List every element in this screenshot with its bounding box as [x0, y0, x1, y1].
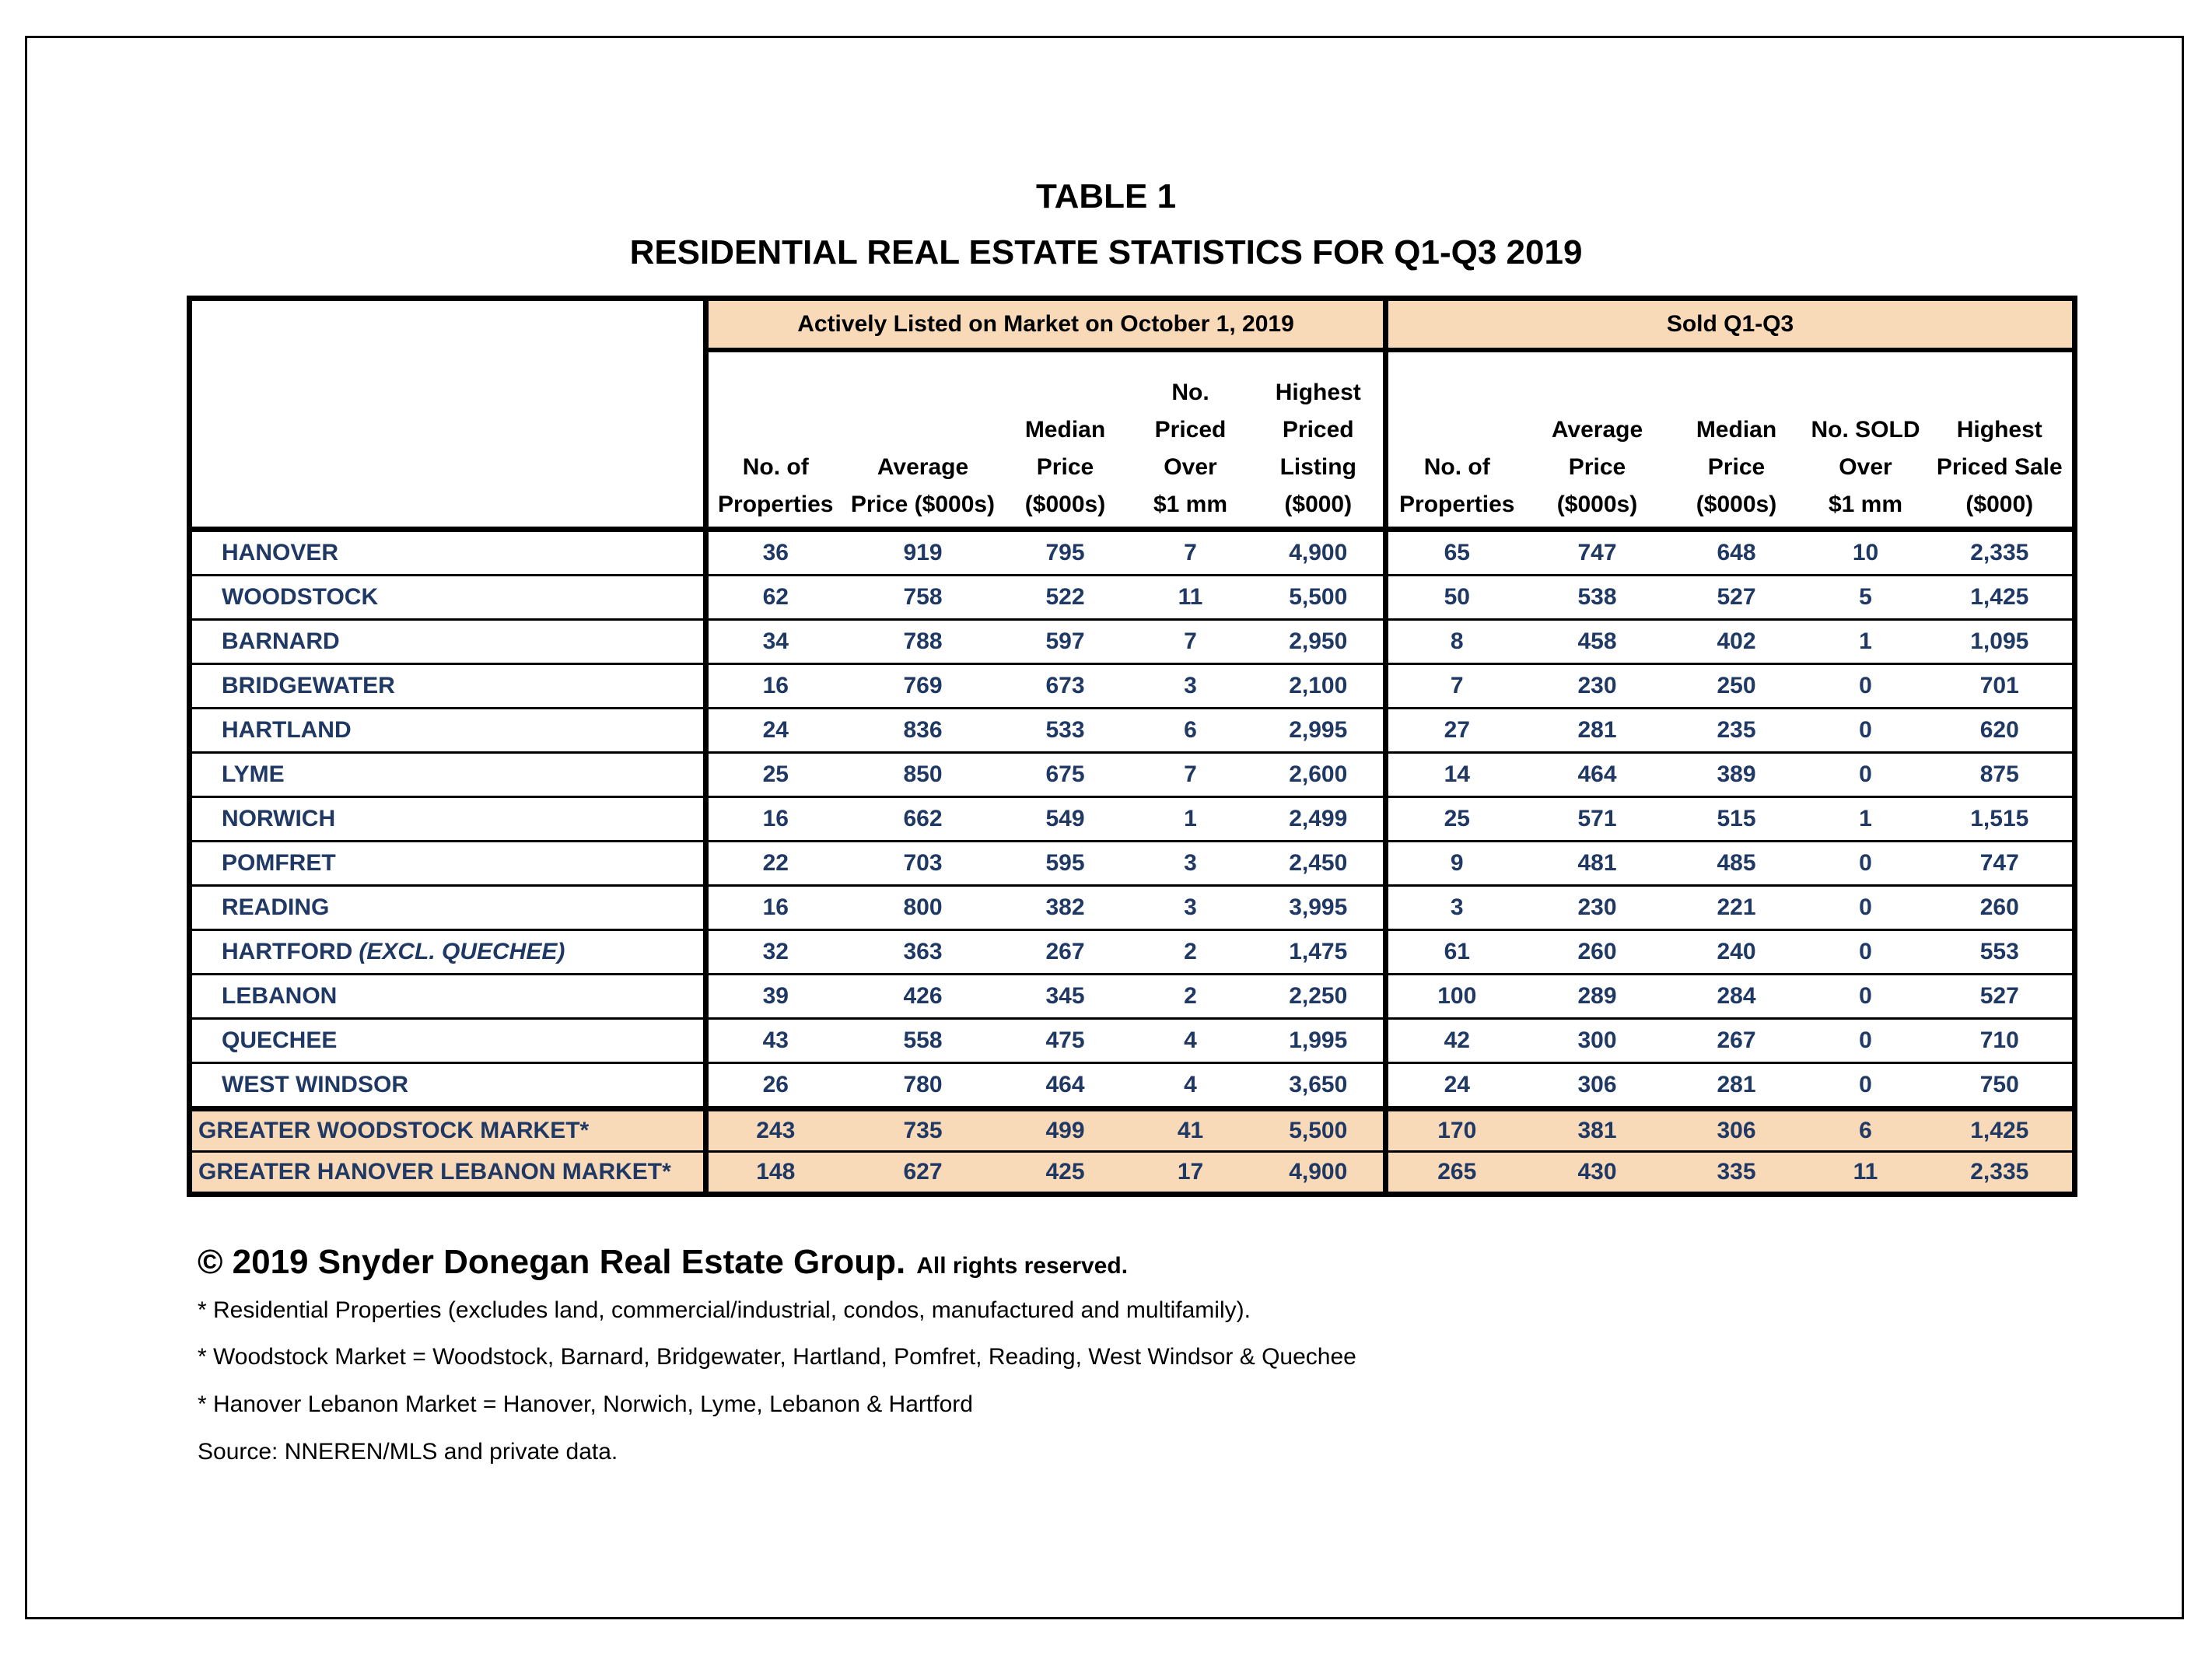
value-cell: 62 — [706, 576, 843, 620]
column-header-line: No. SOLD — [1811, 417, 1920, 443]
value-cell: 597 — [1003, 620, 1128, 664]
value-cell: 265 — [1386, 1152, 1526, 1195]
town-cell — [190, 664, 706, 709]
value-cell: 26 — [706, 1063, 843, 1109]
table-row — [190, 1019, 2075, 1063]
value-cell: 2,950 — [1254, 620, 1386, 664]
table-row — [190, 797, 2075, 842]
town-name: GREATER HANOVER LEBANON MARKET* — [198, 1159, 671, 1185]
column-header-line: ($000) — [1284, 492, 1353, 517]
town-name: WEST WINDSOR — [222, 1072, 408, 1097]
column-header-line: Priced — [1154, 417, 1227, 443]
value-cell: 620 — [1927, 709, 2075, 753]
town-name: HARTLAND — [222, 717, 352, 743]
value-cell: 527 — [1669, 576, 1804, 620]
value-cell: 5 — [1804, 576, 1927, 620]
footnote-woodstock-market: * Woodstock Market = Woodstock, Barnard, Bridgewater, Hartland, Pomfret, Reading, West Windsor & Quechee — [198, 1344, 1356, 1370]
value-cell: 7 — [1128, 753, 1254, 797]
value-cell: 148 — [706, 1152, 843, 1195]
value-cell: 260 — [1526, 930, 1669, 975]
value-cell: 1,095 — [1927, 620, 2075, 664]
value-cell: 221 — [1669, 886, 1804, 930]
value-cell: 3 — [1128, 664, 1254, 709]
column-header-line: Properties — [718, 492, 834, 517]
value-cell: 0 — [1804, 1019, 1927, 1063]
value-cell: 230 — [1526, 886, 1669, 930]
value-cell: 0 — [1804, 842, 1927, 886]
column-header-line: Price ($000s) — [850, 492, 996, 517]
value-cell: 558 — [843, 1019, 1003, 1063]
value-cell: 481 — [1526, 842, 1669, 886]
value-cell: 0 — [1804, 709, 1927, 753]
value-cell: 673 — [1003, 664, 1128, 709]
value-cell: 475 — [1003, 1019, 1128, 1063]
town-cell — [190, 753, 706, 797]
column-header-line: $1 mm — [1828, 492, 1903, 517]
copyright-line — [198, 1243, 1128, 1282]
table-title: TABLE 1 — [1035, 177, 1177, 215]
value-cell: 758 — [843, 576, 1003, 620]
value-cell: 595 — [1003, 842, 1128, 886]
column-header-line: Price — [1568, 454, 1626, 480]
table-subtitle: RESIDENTIAL REAL ESTATE STATISTICS FOR Q1-Q3 2019 — [629, 233, 1583, 271]
value-cell: 235 — [1669, 709, 1804, 753]
value-cell: 522 — [1003, 576, 1128, 620]
value-cell: 381 — [1526, 1109, 1669, 1152]
value-cell: 3 — [1128, 886, 1254, 930]
value-cell: 464 — [1003, 1063, 1128, 1109]
column-header — [1128, 350, 1254, 530]
column-header-line: ($000s) — [1024, 492, 1106, 517]
table-row — [190, 930, 2075, 975]
value-cell: 7 — [1386, 664, 1526, 709]
town-name: READING — [222, 894, 330, 920]
column-header-line: Properties — [1399, 492, 1515, 517]
value-cell: 425 — [1003, 1152, 1128, 1195]
table-row — [190, 709, 2075, 753]
value-cell: 42 — [1386, 1019, 1526, 1063]
column-header-line: Median — [1696, 417, 1777, 443]
value-cell: 22 — [706, 842, 843, 886]
value-cell: 2,499 — [1254, 797, 1386, 842]
value-cell: 306 — [1526, 1063, 1669, 1109]
value-cell: 703 — [843, 842, 1003, 886]
value-cell: 3 — [1386, 886, 1526, 930]
town-note: (EXCL. QUECHEE) — [359, 939, 565, 964]
column-header-line: Average — [877, 454, 969, 480]
town-cell — [190, 530, 706, 576]
value-cell: 2,335 — [1927, 530, 2075, 576]
column-header-line: ($000s) — [1696, 492, 1777, 517]
value-cell: 335 — [1669, 1152, 1804, 1195]
value-cell: 1 — [1804, 620, 1927, 664]
value-cell: 11 — [1128, 576, 1254, 620]
corner-cell — [190, 299, 706, 530]
value-cell: 300 — [1526, 1019, 1669, 1063]
value-cell: 389 — [1669, 753, 1804, 797]
value-cell: 4,900 — [1254, 1152, 1386, 1195]
value-cell: 538 — [1526, 576, 1669, 620]
value-cell: 281 — [1669, 1063, 1804, 1109]
town-cell — [190, 620, 706, 664]
column-header-line: Price — [1036, 454, 1094, 480]
value-cell: 25 — [706, 753, 843, 797]
value-cell: 0 — [1804, 930, 1927, 975]
value-cell: 4,900 — [1254, 530, 1386, 576]
value-cell: 32 — [706, 930, 843, 975]
value-cell: 800 — [843, 886, 1003, 930]
column-header — [1927, 350, 2075, 530]
value-cell: 527 — [1927, 975, 2075, 1019]
table-row — [190, 664, 2075, 709]
value-cell: 1 — [1128, 797, 1254, 842]
value-cell: 4 — [1128, 1063, 1254, 1109]
value-cell: 24 — [1386, 1063, 1526, 1109]
table-row — [190, 753, 2075, 797]
town-name: HARTFORD — [222, 939, 353, 964]
value-cell: 850 — [843, 753, 1003, 797]
value-cell: 402 — [1669, 620, 1804, 664]
value-cell: 7 — [1128, 530, 1254, 576]
value-cell: 2 — [1128, 975, 1254, 1019]
town-cell — [190, 975, 706, 1019]
value-cell: 0 — [1804, 886, 1927, 930]
value-cell: 675 — [1003, 753, 1128, 797]
value-cell: 14 — [1386, 753, 1526, 797]
footnote-residential: * Residential Properties (excludes land, commercial/industrial, condos, manufactured and multifamily). — [198, 1297, 1251, 1323]
statistics-table — [187, 296, 2077, 1197]
column-header-line: Highest — [1275, 380, 1361, 405]
value-cell: 43 — [706, 1019, 843, 1063]
value-cell: 34 — [706, 620, 843, 664]
value-cell: 780 — [843, 1063, 1003, 1109]
column-header-line: ($000s) — [1556, 492, 1638, 517]
town-name: BARNARD — [222, 628, 340, 654]
group-header-active: Actively Listed on Market on October 1, 2019 — [706, 299, 1386, 351]
value-cell: 2 — [1128, 930, 1254, 975]
column-header-line: ($000) — [1965, 492, 2034, 517]
town-name: WOODSTOCK — [222, 584, 379, 610]
town-name: LEBANON — [222, 983, 338, 1009]
value-cell: 648 — [1669, 530, 1804, 576]
rights-text: All rights reserved. — [916, 1253, 1129, 1279]
value-cell: 27 — [1386, 709, 1526, 753]
value-cell: 2,600 — [1254, 753, 1386, 797]
table-row — [190, 975, 2075, 1019]
town-cell — [190, 709, 706, 753]
value-cell: 735 — [843, 1109, 1003, 1152]
value-cell: 1,995 — [1254, 1019, 1386, 1063]
value-cell: 1 — [1804, 797, 1927, 842]
town-name: GREATER WOODSTOCK MARKET* — [198, 1118, 590, 1143]
town-cell — [190, 886, 706, 930]
value-cell: 39 — [706, 975, 843, 1019]
column-header — [1526, 350, 1669, 530]
town-name: POMFRET — [222, 850, 336, 876]
value-cell: 3,995 — [1254, 886, 1386, 930]
column-header-line: Average — [1551, 417, 1643, 443]
column-header-line: Listing — [1279, 454, 1356, 480]
column-header-line: Priced — [1282, 417, 1354, 443]
value-cell: 2,450 — [1254, 842, 1386, 886]
value-cell: 267 — [1669, 1019, 1804, 1063]
value-cell: 788 — [843, 620, 1003, 664]
value-cell: 533 — [1003, 709, 1128, 753]
value-cell: 1,425 — [1927, 576, 2075, 620]
total-row — [190, 1152, 2075, 1195]
value-cell: 17 — [1128, 1152, 1254, 1195]
column-header — [1003, 350, 1128, 530]
value-cell: 243 — [706, 1109, 843, 1152]
value-cell: 25 — [1386, 797, 1526, 842]
group-header-sold: Sold Q1-Q3 — [1386, 299, 2075, 351]
value-cell: 36 — [706, 530, 843, 576]
value-cell: 549 — [1003, 797, 1128, 842]
value-cell: 2,995 — [1254, 709, 1386, 753]
value-cell: 11 — [1804, 1152, 1927, 1195]
value-cell: 382 — [1003, 886, 1128, 930]
copyright-text: © 2019 Snyder Donegan Real Estate Group. — [198, 1243, 906, 1281]
column-header-line: Median — [1024, 417, 1106, 443]
column-header — [843, 350, 1003, 530]
value-cell: 747 — [1927, 842, 2075, 886]
value-cell: 1,425 — [1927, 1109, 2075, 1152]
value-cell: 2,250 — [1254, 975, 1386, 1019]
value-cell: 306 — [1669, 1109, 1804, 1152]
town-name: NORWICH — [222, 806, 336, 831]
value-cell: 2,100 — [1254, 664, 1386, 709]
value-cell: 485 — [1669, 842, 1804, 886]
value-cell: 284 — [1669, 975, 1804, 1019]
value-cell: 836 — [843, 709, 1003, 753]
value-cell: 100 — [1386, 975, 1526, 1019]
value-cell: 41 — [1128, 1109, 1254, 1152]
value-cell: 6 — [1804, 1109, 1927, 1152]
column-header — [1669, 350, 1804, 530]
town-cell — [190, 576, 706, 620]
town-name: QUECHEE — [222, 1027, 338, 1053]
value-cell: 1,515 — [1927, 797, 2075, 842]
value-cell: 710 — [1927, 1019, 2075, 1063]
town-cell — [190, 797, 706, 842]
value-cell: 345 — [1003, 975, 1128, 1019]
value-cell: 9 — [1386, 842, 1526, 886]
value-cell: 571 — [1526, 797, 1669, 842]
value-cell: 919 — [843, 530, 1003, 576]
value-cell: 0 — [1804, 664, 1927, 709]
value-cell: 3,650 — [1254, 1063, 1386, 1109]
value-cell: 7 — [1128, 620, 1254, 664]
town-cell — [190, 1152, 706, 1195]
column-header — [1254, 350, 1386, 530]
town-name: LYME — [222, 761, 285, 787]
table-row — [190, 842, 2075, 886]
value-cell: 289 — [1526, 975, 1669, 1019]
column-header-line: Price — [1707, 454, 1766, 480]
value-cell: 250 — [1669, 664, 1804, 709]
table-row — [190, 530, 2075, 576]
value-cell: 464 — [1526, 753, 1669, 797]
value-cell: 16 — [706, 797, 843, 842]
value-cell: 267 — [1003, 930, 1128, 975]
value-cell: 499 — [1003, 1109, 1128, 1152]
value-cell: 230 — [1526, 664, 1669, 709]
value-cell: 240 — [1669, 930, 1804, 975]
value-cell: 0 — [1804, 753, 1927, 797]
value-cell: 50 — [1386, 576, 1526, 620]
town-cell — [190, 1063, 706, 1109]
value-cell: 6 — [1128, 709, 1254, 753]
value-cell: 458 — [1526, 620, 1669, 664]
town-cell — [190, 1019, 706, 1063]
value-cell: 426 — [843, 975, 1003, 1019]
table-row — [190, 1063, 2075, 1109]
value-cell: 61 — [1386, 930, 1526, 975]
value-cell: 5,500 — [1254, 576, 1386, 620]
column-header-line: Over — [1164, 454, 1217, 480]
value-cell: 0 — [1804, 1063, 1927, 1109]
table-row — [190, 886, 2075, 930]
column-header-line: Over — [1839, 454, 1892, 480]
town-cell — [190, 930, 706, 975]
footnote-hanover-market: * Hanover Lebanon Market = Hanover, Norwich, Lyme, Lebanon & Hartford — [198, 1391, 973, 1417]
value-cell: 24 — [706, 709, 843, 753]
column-header — [706, 350, 843, 530]
value-cell: 750 — [1927, 1063, 2075, 1109]
town-name: BRIDGEWATER — [222, 673, 395, 698]
value-cell: 430 — [1526, 1152, 1669, 1195]
total-row — [190, 1109, 2075, 1152]
value-cell: 5,500 — [1254, 1109, 1386, 1152]
value-cell: 662 — [843, 797, 1003, 842]
value-cell: 170 — [1386, 1109, 1526, 1152]
table-row — [190, 576, 2075, 620]
value-cell: 8 — [1386, 620, 1526, 664]
value-cell: 875 — [1927, 753, 2075, 797]
value-cell: 769 — [843, 664, 1003, 709]
table-row — [190, 620, 2075, 664]
value-cell: 3 — [1128, 842, 1254, 886]
value-cell: 1,475 — [1254, 930, 1386, 975]
town-name: HANOVER — [222, 540, 339, 565]
town-cell — [190, 842, 706, 886]
value-cell: 795 — [1003, 530, 1128, 576]
column-header-line: $1 mm — [1153, 492, 1228, 517]
value-cell: 260 — [1927, 886, 2075, 930]
value-cell: 515 — [1669, 797, 1804, 842]
value-cell: 281 — [1526, 709, 1669, 753]
value-cell: 65 — [1386, 530, 1526, 576]
value-cell: 16 — [706, 664, 843, 709]
column-header-line: No. — [1171, 380, 1209, 405]
value-cell: 10 — [1804, 530, 1927, 576]
value-cell: 701 — [1927, 664, 2075, 709]
value-cell: 2,335 — [1927, 1152, 2075, 1195]
value-cell: 0 — [1804, 975, 1927, 1019]
column-header-line: No. of — [1423, 454, 1490, 480]
value-cell: 627 — [843, 1152, 1003, 1195]
column-header-line: No. of — [742, 454, 809, 480]
value-cell: 4 — [1128, 1019, 1254, 1063]
value-cell: 747 — [1526, 530, 1669, 576]
column-header — [1386, 350, 1526, 530]
column-header-line: Priced Sale — [1936, 454, 2063, 480]
town-cell — [190, 1109, 706, 1152]
column-header — [1804, 350, 1927, 530]
value-cell: 16 — [706, 886, 843, 930]
column-header-line: Highest — [1956, 417, 2042, 443]
footnote-source: Source: NNEREN/MLS and private data. — [198, 1439, 618, 1465]
value-cell: 363 — [843, 930, 1003, 975]
value-cell: 553 — [1927, 930, 2075, 975]
